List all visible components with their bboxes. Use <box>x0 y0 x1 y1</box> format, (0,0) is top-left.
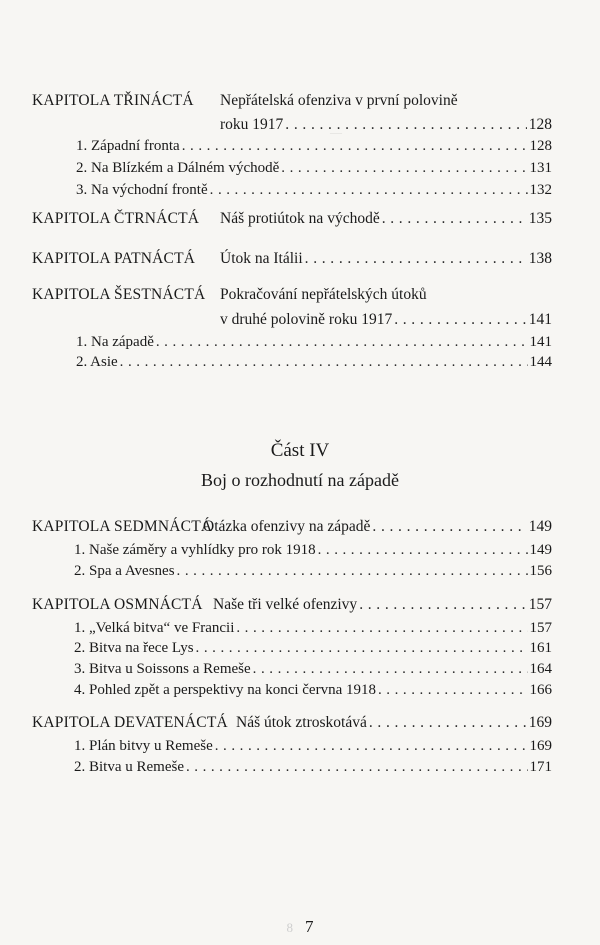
page-number: 164 <box>529 661 552 677</box>
section-title: 2. Spa a Avesnes <box>74 563 175 579</box>
chapter-17 <box>32 518 552 582</box>
section-entry <box>76 160 552 177</box>
section-entry <box>74 542 552 559</box>
chapter-label: KAPITOLA ŠESTNÁCTÁ <box>32 286 206 303</box>
chapter-19 <box>32 714 552 776</box>
page-number: 149 <box>528 518 552 535</box>
dot-leader <box>394 311 527 329</box>
page-number: 156 <box>529 563 552 579</box>
show-through: — <box>330 125 342 139</box>
chapter-13 <box>32 92 552 202</box>
section-entry <box>74 738 552 755</box>
section-entry <box>74 759 552 776</box>
page-number: 166 <box>529 682 552 698</box>
section-title: 1. Plán bitvy u Remeše <box>74 738 213 754</box>
chapter-label: KAPITOLA DEVATENÁCTÁ <box>32 714 228 731</box>
chapter-title: roku 1917 <box>220 116 284 133</box>
section-title: 3. Bitva u Soissons a Remeše <box>74 661 251 677</box>
page-number: 128 <box>528 116 552 133</box>
chapter-title-line <box>220 250 552 268</box>
section-title: 4. Pohled zpět a perspektivy na konci června 1918 <box>74 682 376 698</box>
section-title: 2. Na Blízkém a Dálném východě <box>76 160 280 176</box>
page-number: 138 <box>528 250 552 267</box>
show-through-folio: 8 <box>286 920 293 935</box>
chapter-16 <box>32 286 552 376</box>
chapter-title: Náš protiútok na východě <box>220 210 380 227</box>
dot-leader <box>156 334 528 351</box>
dot-leader <box>182 138 528 155</box>
section-entry <box>74 661 552 678</box>
dot-leader <box>196 640 528 657</box>
chapter-18 <box>32 596 552 700</box>
chapter-label: KAPITOLA ČTRNÁCTÁ <box>32 210 200 227</box>
chapter-title: Otázka ofenzivy na západě <box>203 518 371 535</box>
page-number: 128 <box>529 138 552 154</box>
page-number: 144 <box>529 354 552 370</box>
dot-leader <box>382 210 527 228</box>
section-title: 2. Bitva u Remeše <box>74 759 184 775</box>
page-number: 135 <box>528 210 552 227</box>
page-number: 149 <box>529 542 552 558</box>
dot-leader <box>210 182 528 199</box>
section-entry <box>76 354 552 371</box>
page-number: 141 <box>529 334 552 350</box>
section-title: 1. Západní fronta <box>76 138 180 154</box>
chapter-label: KAPITOLA PATNÁCTÁ <box>32 250 196 267</box>
chapter-label: KAPITOLA OSMNÁCTÁ <box>32 596 203 613</box>
chapter-title-line <box>220 92 552 110</box>
part-title: Boj o rozhodnutí na západě <box>201 470 399 490</box>
dot-leader <box>305 250 527 268</box>
chapter-title-line <box>213 596 552 614</box>
chapter-label: KAPITOLA SEDMNÁCTÁ <box>32 518 213 535</box>
page-number: 169 <box>528 714 552 731</box>
section-entry <box>74 640 552 657</box>
page-number: 161 <box>529 640 552 656</box>
dot-leader <box>186 759 528 776</box>
chapter-title: Nepřátelská ofenziva v první polovině <box>220 92 458 109</box>
page-number: 131 <box>529 160 552 176</box>
page-number: 169 <box>529 738 552 754</box>
dot-leader <box>177 563 528 580</box>
chapter-title-line <box>220 116 552 134</box>
section-title: 2. Asie <box>76 354 118 370</box>
page-number: 157 <box>528 596 552 613</box>
dot-leader <box>378 682 528 699</box>
dot-leader <box>359 596 527 614</box>
dot-leader <box>236 620 527 637</box>
section-title: 1. „Velká bitva“ ve Francii <box>74 620 235 636</box>
chapter-title: Naše tři velké ofenzivy <box>213 596 358 613</box>
dot-leader <box>120 354 528 371</box>
folio-number: 7 <box>305 917 314 936</box>
chapter-title-line <box>236 714 552 732</box>
section-entry <box>74 620 552 637</box>
chapter-title: v druhé polovině roku 1917 <box>220 311 393 328</box>
dot-leader <box>318 542 528 559</box>
page-number: 132 <box>529 182 552 198</box>
chapter-label: KAPITOLA TŘINÁCTÁ <box>32 92 194 109</box>
section-title: 1. Na západě <box>76 334 154 350</box>
chapter-title-line <box>220 311 552 329</box>
part-number: Část IV <box>270 440 330 461</box>
chapter-title: Pokračování nepřátelských útoků <box>220 286 427 303</box>
chapter-title-line <box>220 210 552 228</box>
dot-leader <box>285 116 526 134</box>
chapter-title-line <box>203 518 552 536</box>
chapter-14 <box>32 210 552 234</box>
section-title: 1. Naše záměry a vyhlídky pro rok 1918 <box>74 542 316 558</box>
chapter-title-line <box>220 286 552 304</box>
dot-leader <box>253 661 528 678</box>
section-entry <box>76 334 552 351</box>
dot-leader <box>369 714 527 732</box>
chapter-title: Útok na Itálii <box>220 250 303 267</box>
section-title: 2. Bitva na řece Lys <box>74 640 194 656</box>
dot-leader <box>281 160 527 177</box>
section-entry <box>76 138 552 155</box>
dot-leader <box>215 738 528 755</box>
page-folio <box>0 917 600 937</box>
dot-leader <box>372 518 526 536</box>
page-number: 141 <box>528 311 552 328</box>
section-entry <box>74 563 552 580</box>
chapter-15 <box>32 250 552 274</box>
page-number: 157 <box>529 620 552 636</box>
section-entry <box>74 682 552 699</box>
section-entry <box>76 182 552 199</box>
chapter-title: Náš útok ztroskotává <box>236 714 367 731</box>
section-title: 3. Na východní frontě <box>76 182 208 198</box>
page-number: 171 <box>529 759 552 775</box>
